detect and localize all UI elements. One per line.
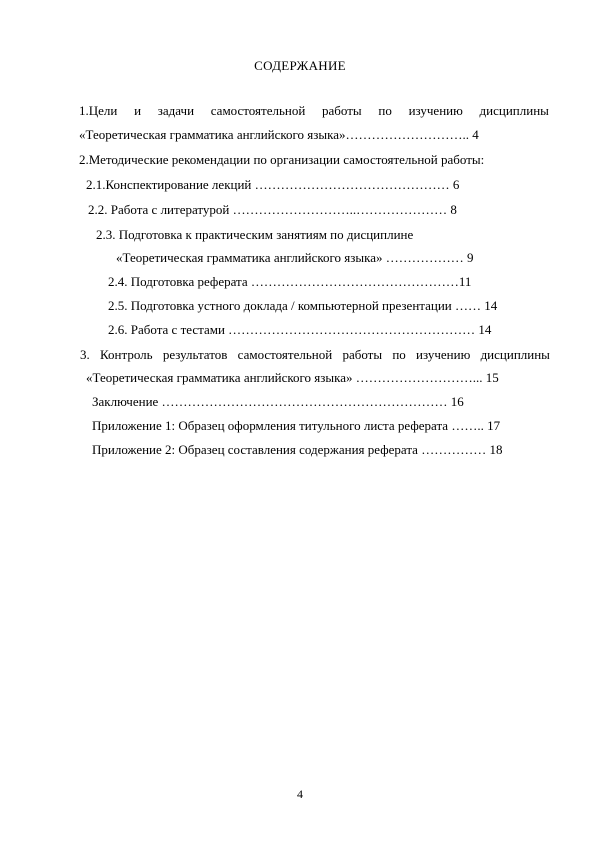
toc-word: самостоятельной xyxy=(210,103,306,118)
toc-item-2-2: 2.2. Работа с литературой ………………………..………………… 8 xyxy=(88,202,457,217)
toc-word: по xyxy=(378,103,392,118)
toc-word: результатов xyxy=(162,347,228,362)
toc-word: Контроль xyxy=(100,347,153,362)
toc-item-3-line-1 xyxy=(80,347,550,363)
toc-word: изучению xyxy=(416,347,471,362)
toc-item-2-3-line-2: «Теоретическая грамматика английского языка» ……………… 9 xyxy=(116,250,474,265)
toc-appendix-2: Приложение 2: Образец составления содержания реферата …………… 18 xyxy=(92,442,503,457)
toc-word: изучению xyxy=(408,103,463,118)
toc-appendix-1: Приложение 1: Образец оформления титульного листа реферата …….. 17 xyxy=(92,418,501,433)
toc-word: дисциплины xyxy=(480,347,550,362)
toc-conclusion: Заключение ………………………………………………………… 16 xyxy=(92,394,464,409)
toc-item-2: 2.Методические рекомендации по организации самостоятельной работы: xyxy=(79,152,485,167)
toc-word: и xyxy=(134,103,142,118)
page-number: 4 xyxy=(297,787,303,801)
toc-item-2-1: 2.1.Конспектирование лекций ……………………………………… 6 xyxy=(86,177,460,192)
toc-word: по xyxy=(392,347,406,362)
toc-word: 1.Цели xyxy=(79,103,118,118)
toc-item-2-3-line-1: 2.3. Подготовка к практическим занятиям по дисциплине xyxy=(96,227,414,242)
toc-item-2-4: 2.4. Подготовка реферата …………………………………………11 xyxy=(108,274,472,289)
toc-word: работы xyxy=(322,103,362,118)
toc-item-2-6: 2.6. Работа с тестами ………………………………………………… 14 xyxy=(108,322,492,337)
toc-item-2-5: 2.5. Подготовка устного доклада / компьютерной презентации …… 14 xyxy=(108,298,498,313)
toc-word: дисциплины xyxy=(479,103,549,118)
page-title: СОДЕРЖАНИЕ xyxy=(254,58,346,73)
toc-word: задачи xyxy=(157,103,195,118)
toc-word: 3. xyxy=(80,347,90,362)
toc-word: работы xyxy=(342,347,383,362)
toc-item-3-line-2: «Теоретическая грамматика английского языка» ………………………... 15 xyxy=(86,370,499,385)
toc-item-1-line-1 xyxy=(79,103,549,119)
toc-item-1-line-2: «Теоретическая грамматика английского языка»……………………….. 4 xyxy=(79,127,479,142)
toc-word: самостоятельной xyxy=(237,347,333,362)
